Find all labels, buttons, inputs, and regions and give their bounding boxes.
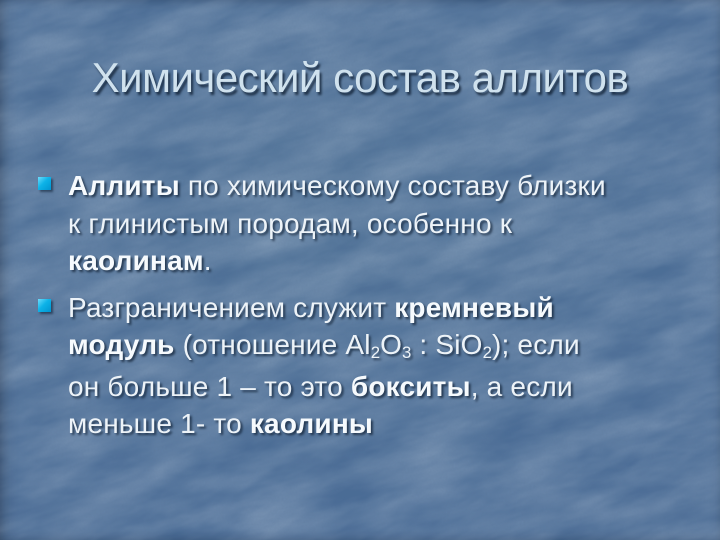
text-segment: Разграничением служит <box>68 291 395 323</box>
bullet-square-icon <box>38 299 51 312</box>
bullet-square-icon <box>38 177 51 190</box>
bold-text: каолинам <box>68 245 204 276</box>
bold-text: Аллиты <box>68 170 180 201</box>
text-segment: к глинистым породам, особенно к <box>68 207 513 239</box>
text-segment: O <box>380 329 403 360</box>
bold-text: кремневый <box>394 291 554 323</box>
text-segment: (отношение Al <box>174 329 371 360</box>
bold-text: каолины <box>249 408 374 439</box>
slide-title: Химический состав аллитов <box>91 54 629 101</box>
text-segment: : SiO <box>411 329 483 360</box>
text-segment: . <box>203 245 212 276</box>
bullet-line <box>68 326 699 368</box>
text-segment: он больше 1 – то это <box>68 370 351 402</box>
text-segment: ); если <box>491 329 580 360</box>
bullet-text <box>68 289 699 443</box>
bullet-line <box>68 405 699 443</box>
bold-text: бокситы <box>350 370 471 402</box>
bullet-line <box>68 242 699 280</box>
text-segment: , а если <box>470 370 573 402</box>
bullet-line <box>68 205 699 243</box>
bullet-line <box>68 167 699 205</box>
bullet-item <box>37 167 699 280</box>
bullet-text <box>68 167 699 280</box>
bullet-list <box>37 167 699 452</box>
subscript-text: 3 <box>402 342 412 362</box>
bullet-line <box>68 368 699 406</box>
text-segment: по химическому составу близки <box>179 170 606 201</box>
bullet-item <box>37 289 699 443</box>
bold-text: модуль <box>68 329 175 360</box>
text-segment: меньше 1- то <box>68 408 250 439</box>
subscript-text: 2 <box>482 342 492 362</box>
subscript-text: 2 <box>370 342 381 362</box>
bullet-line <box>68 289 699 327</box>
